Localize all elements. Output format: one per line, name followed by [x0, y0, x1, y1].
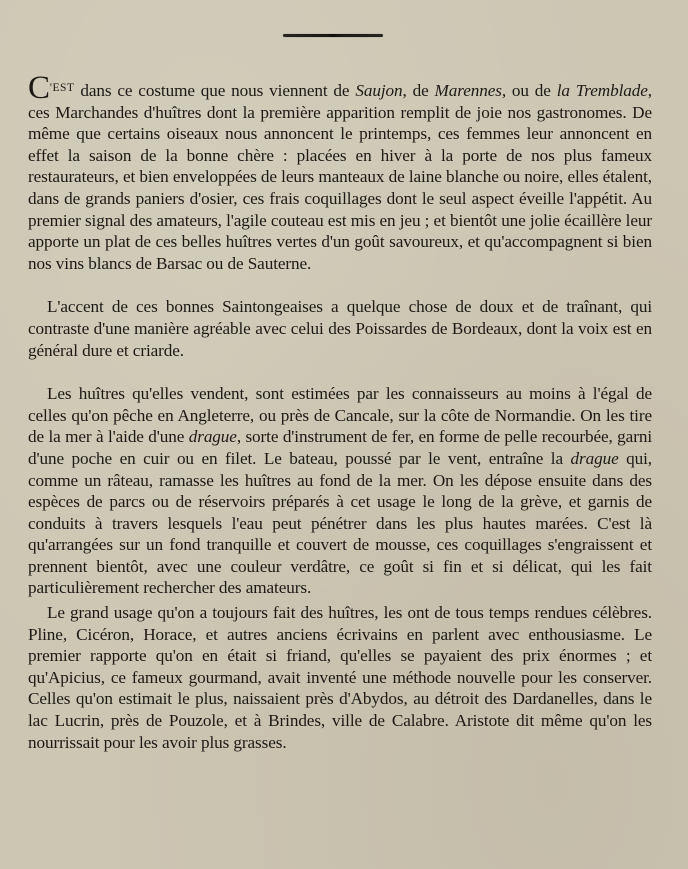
decorative-rule [283, 34, 383, 37]
text-segment: , sorte d'instrument de fer, en forme de pelle recourbée, garni d'une poche en cuir ou en filet. Le bateau, poussé par le vent, entraîne la [28, 427, 652, 468]
smallcaps-lead: 'EST [49, 82, 75, 94]
text-segment: , ou de [501, 81, 557, 100]
place-name-la-tremblade: la Tremblade [556, 81, 648, 100]
text-segment: , ces Marchandes d'huîtres dont la première apparition remplit de joie nos gastronomes. De même que certains oiseaux nous annoncent le printemps, ces femmes leur annoncent en effet la saison de la bonne chère : placées en hiver à la porte de nos plus fameux restaurateurs, et bien enveloppées de leurs manteaux de laine blanche ou noire, elles étalent, dans de grands paniers d'osier, ces frais coquillages dont le seul aspect éveille l'appétit. Au premier signal des amateurs, l'agile couteau est mis en jeu ; et bientôt une jolie écaillère leur apporte un plat de ces belles huîtres vertes d'un goût savoureux, et qu'accompagnent si bien nos vins blancs de Barsac ou de Sauterne. [28, 81, 652, 273]
drop-cap: C [28, 70, 50, 106]
text-segment: , de [402, 81, 435, 100]
text-segment: Les huîtres qu'elles vendent, sont estimées par les connaisseurs au moins à l'égal de celles qu'on pêche en Angleterre, ou près de Cancale, sur la côte de Normandie. On les tire de la mer à l'aide d'une [28, 384, 652, 447]
term-drague: drague [188, 427, 237, 447]
paragraph-1 [28, 70, 652, 274]
text-segment: dans ce costume que nous viennent de [74, 81, 356, 100]
paragraph-4: Le grand usage qu'on a toujours fait des huîtres, les ont de tous temps rendues célèbres. Pline, Cicéron, Horace, et autres anciens écrivains en parlent avec enthousiasme. Le premier rapporte qu'on en était si friand, qu'elles se payaient des prix énormes ; et qu'Apicius, ce fameux gourmand, avait inventé une méthode nouvelle pour les conserver. Celles qu'on estimait le plus, naissaient près d'Abydos, au détroit des Dardanelles, dans le lac Lucrin, près de Pouzole, et à Brindes, ville de Calabre. Aristote dit même qu'on les nourrissait pour les avoir plus grasses. [28, 603, 652, 752]
place-name-marennes: Marennes [434, 81, 502, 100]
body-text [28, 70, 652, 753]
paragraph-3 [28, 383, 652, 599]
term-drague: drague [570, 448, 619, 468]
paragraph-2: L'accent de ces bonnes Saintongeaises a quelque chose de doux et de traînant, qui contraste d'une manière agréable avec celui des Poissardes de Bordeaux, dont la voix est en général dure et criarde. [28, 297, 652, 360]
place-name-saujon: Saujon [355, 81, 403, 100]
text-segment: qui, comme un râteau, ramasse les huîtres au fond de la mer. On les dépose ensuite dans des espèces de parcs ou de réservoirs préparés à cet usage le long de la grève, et garnis de conduits à travers lesquels l'eau peut pénétrer dans les plus hautes marées. C'est là qu'arrangées sur un fond tranquille et couvert de mousse, ces coquillages s'engraissent et prennent bientôt, avec une couleur verdâtre, ce goût si fin et si délicat, qui les fait particulièrement rechercher des amateurs. [28, 448, 652, 598]
